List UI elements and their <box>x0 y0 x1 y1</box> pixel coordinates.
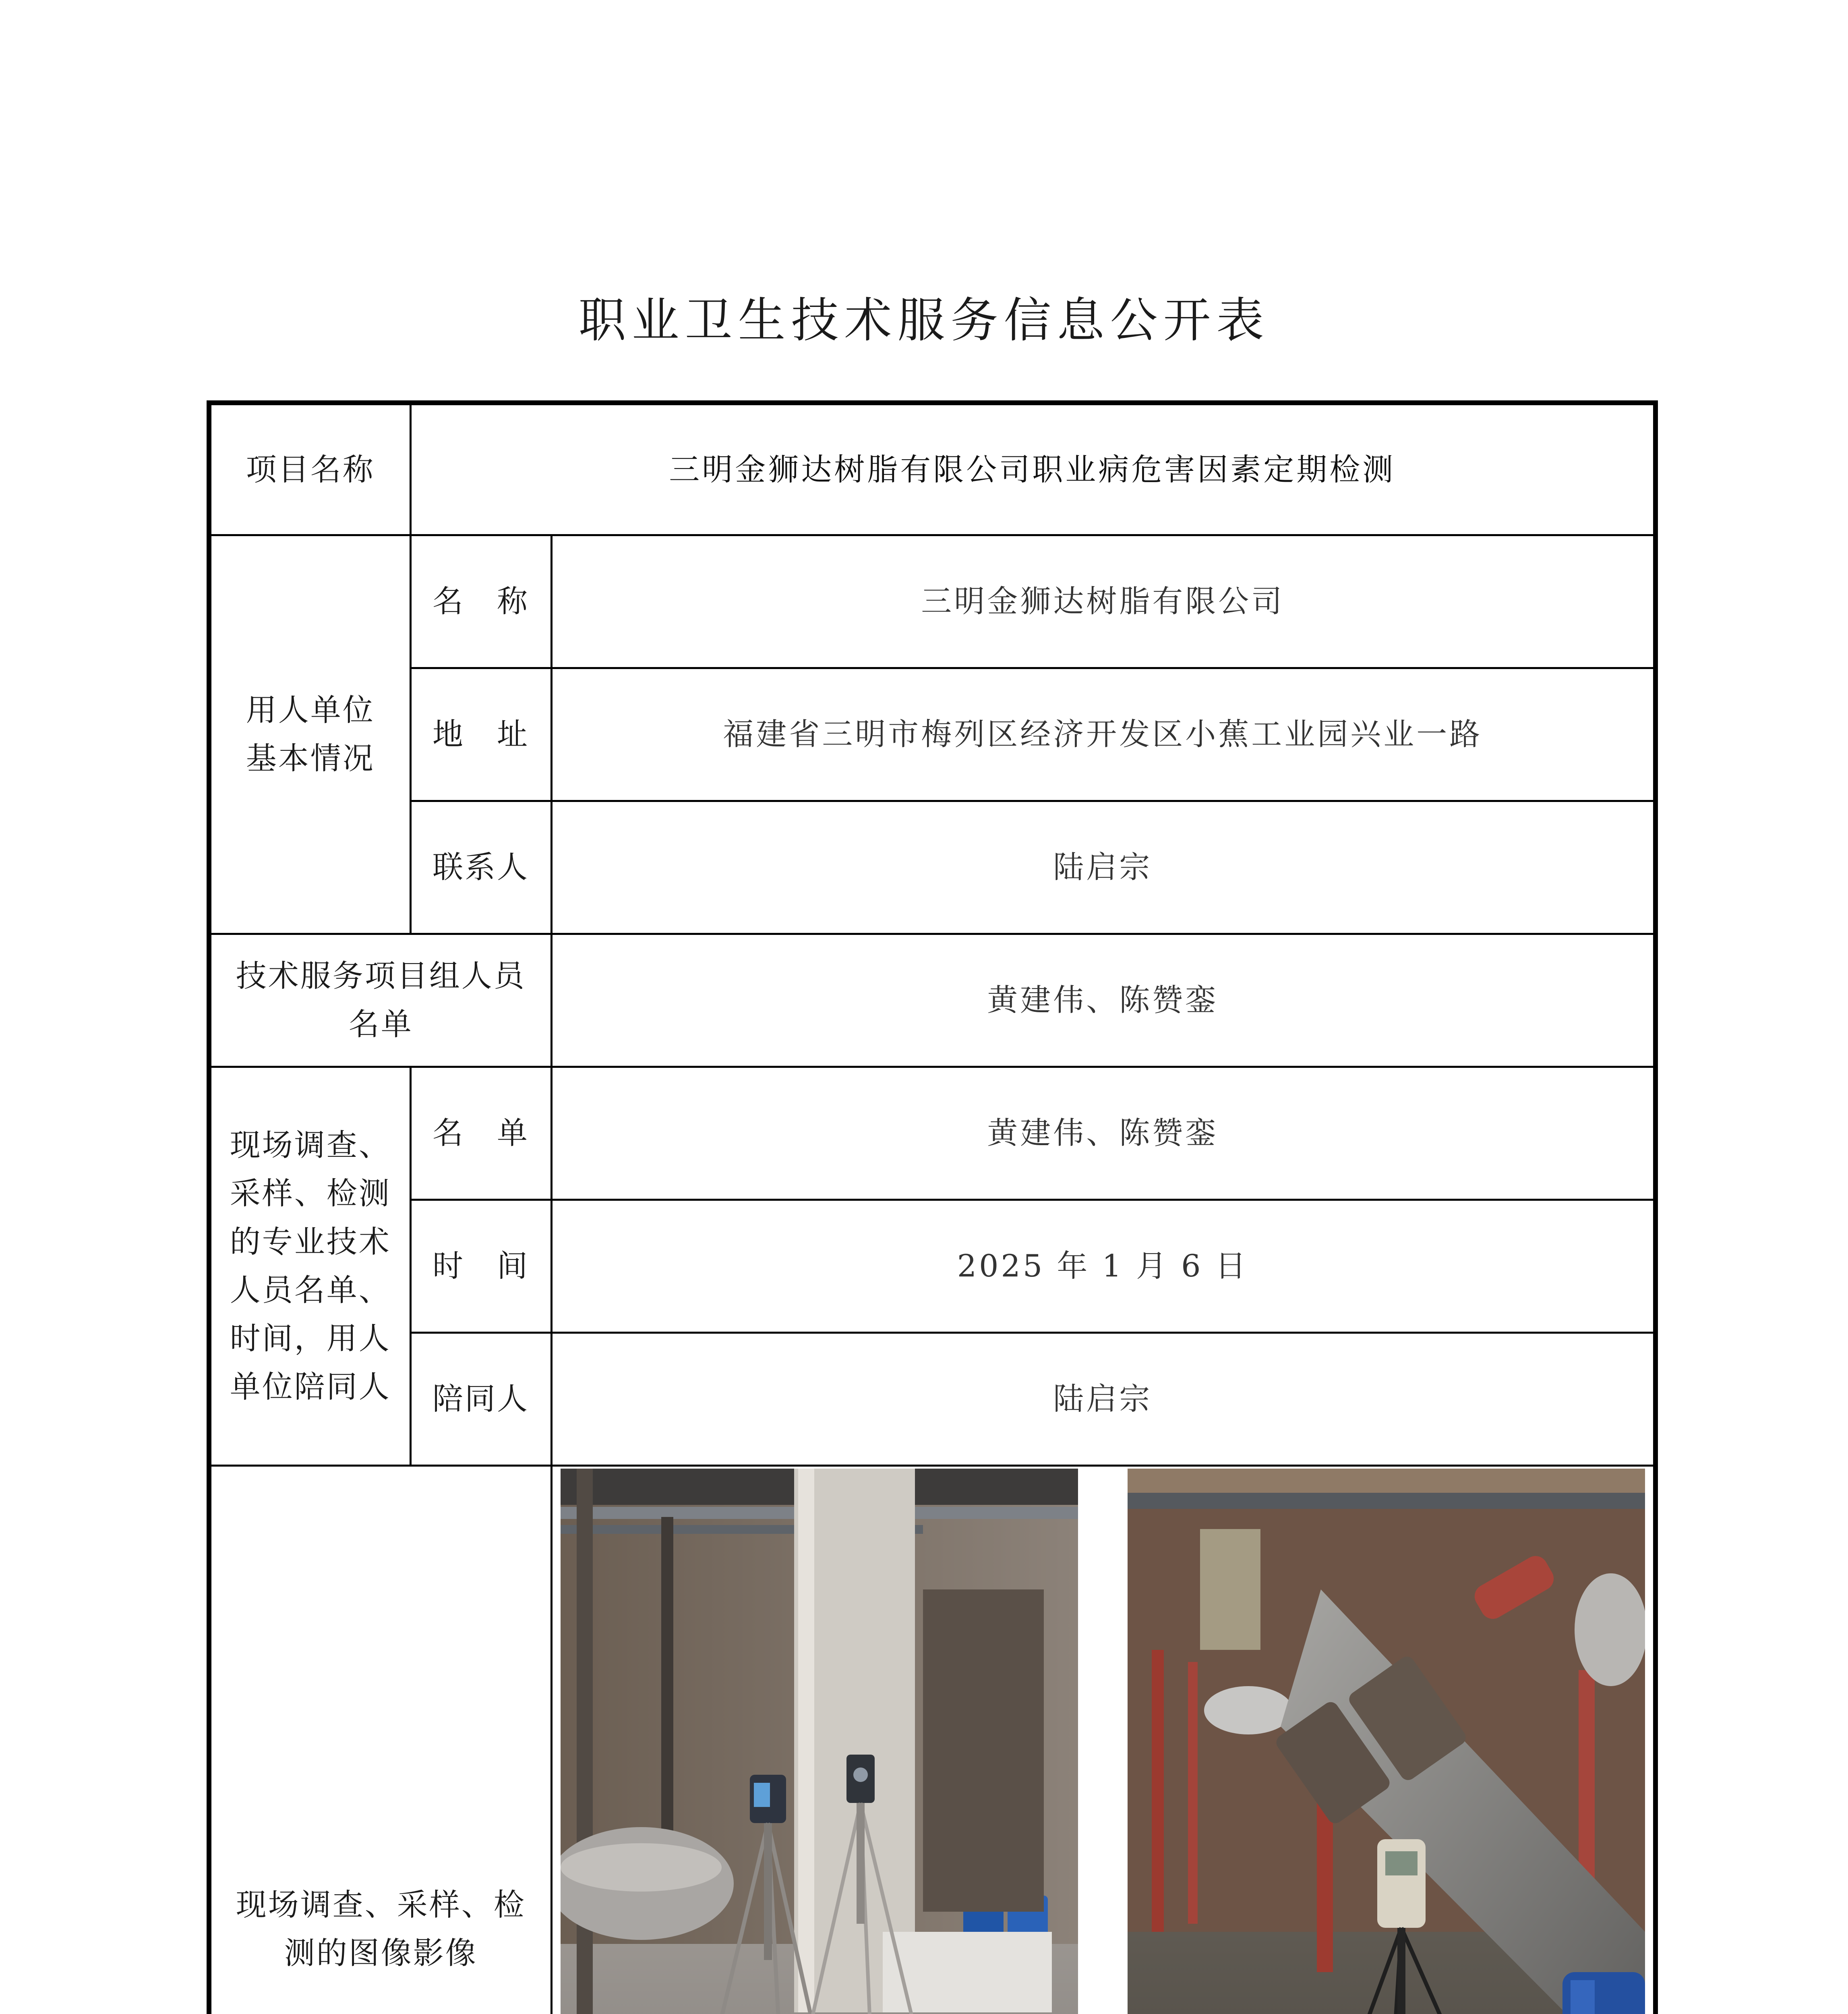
field-label <box>209 1067 410 1465</box>
row-field-list <box>209 1067 1656 1200</box>
images-cell <box>551 1465 1656 2014</box>
images-label <box>209 1465 551 2014</box>
team-label-line1: 技术服务项目组人员 <box>236 958 526 994</box>
field-label-line: 现场调查、 <box>230 1127 391 1163</box>
images-label-line2: 测的图像影像 <box>284 1935 478 1971</box>
field-label-line: 单位陪同人 <box>230 1369 391 1405</box>
employer-contact-value: 陆启宗 <box>551 801 1656 934</box>
team-value: 黄建伟、陈赞銮 <box>551 934 1656 1067</box>
employer-label <box>209 535 410 934</box>
field-time-label: 时 间 <box>410 1200 551 1332</box>
field-label-line: 的专业技术 <box>230 1224 391 1260</box>
field-escort-value: 陆启宗 <box>551 1332 1656 1465</box>
field-list-value: 黄建伟、陈赞銮 <box>551 1067 1656 1200</box>
row-field-escort <box>209 1332 1656 1465</box>
images-label-line1: 现场调查、采样、检 <box>236 1886 526 1923</box>
field-list-label: 名 单 <box>410 1067 551 1200</box>
field-label-line: 采样、检测 <box>230 1175 391 1211</box>
row-team <box>209 934 1656 1067</box>
row-employer-address <box>209 668 1656 801</box>
row-project <box>209 403 1656 535</box>
project-value: 三明金狮达树脂有限公司职业病危害因素定期检测 <box>410 403 1656 535</box>
team-label <box>209 934 551 1067</box>
field-label-line: 人员名单、 <box>230 1272 391 1308</box>
project-label: 项目名称 <box>209 403 410 535</box>
photo-strip <box>553 1469 1653 2014</box>
employer-label-line1: 用人单位 <box>246 692 375 728</box>
tripod-samplers-illustration <box>561 1469 1078 2014</box>
row-images <box>209 1465 1656 2014</box>
employer-name-label: 名 称 <box>410 535 551 668</box>
field-photo-noise-meter-pipes <box>1128 1469 1645 2014</box>
field-photo-tripod-samplers <box>561 1469 1078 2014</box>
page-title: 职业卫生技术服务信息公开表 <box>578 292 1270 348</box>
employer-address-value: 福建省三明市梅列区经济开发区小蕉工业园兴业一路 <box>551 668 1656 801</box>
employer-address-label: 地 址 <box>410 668 551 801</box>
noise-meter-pipes-illustration <box>1128 1469 1645 2014</box>
employer-name-value: 三明金狮达树脂有限公司 <box>551 535 1656 668</box>
employer-label-line2: 基本情况 <box>246 740 375 776</box>
field-escort-label: 陪同人 <box>410 1332 551 1465</box>
field-label-line: 时间，用人 <box>230 1320 391 1356</box>
field-time-value: 2025 年 1 月 6 日 <box>551 1200 1656 1332</box>
row-field-time <box>209 1200 1656 1332</box>
row-employer-contact <box>209 801 1656 934</box>
info-table <box>207 400 1658 2014</box>
row-employer-name <box>209 535 1656 668</box>
employer-contact-label: 联系人 <box>410 801 551 934</box>
team-label-line2: 名单 <box>348 1006 413 1042</box>
